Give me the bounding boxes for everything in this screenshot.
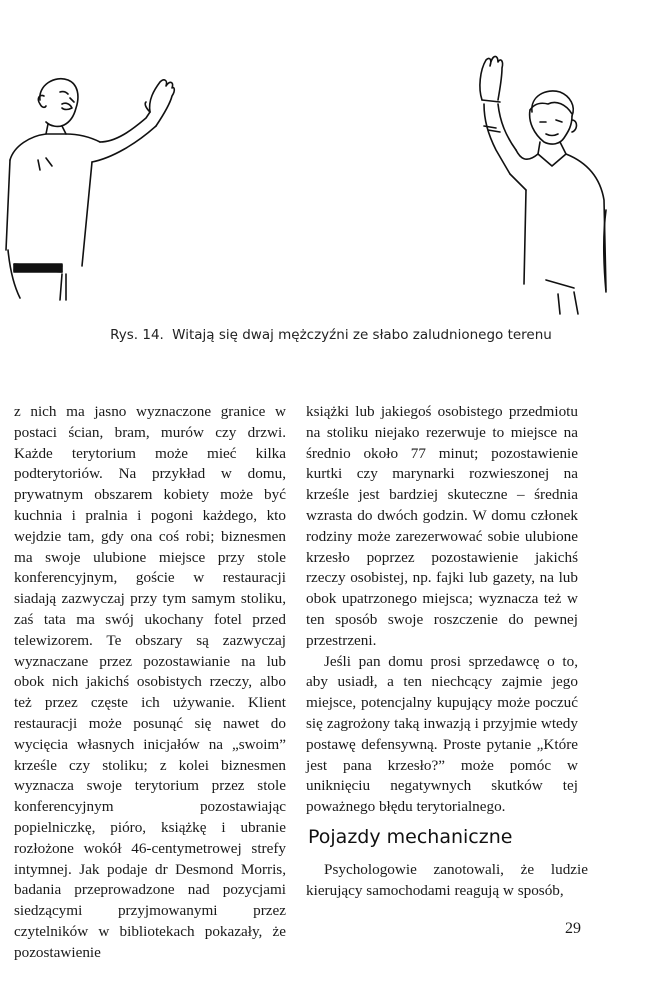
left-paragraph-1: z nich ma jasno wyznaczone granice w postaci ścian, bram, murów czy drzwi. Każde terytorium może mieć kilka podterytoriów. Na przykład w domu, prywatnym obszarem kobiety może być kuchnia i pralnia i pogoni każdego, kto wejdzie tam, gdy ona coś robi; biznesmen ma swoje ulubione miejsce przy stole konferencyjnym, goście w restauracji siadają zazwyczaj przy tym samym stoliku, zaś tata ma swój ukochany fotel przed telewizorem. Te obszary są zazwyczaj wyznaczane przez pozostawianie na lub obok nich jakichś osobistych rzeczy, albo też przez częste ich używanie. Klient restauracji może posunąć się nawet do wycięcia własnych inicjałów na „swoim” krześle czy stoliku; z kolei biznesmen wyznacza swoje terytorium przez stole konferencyjnym pozostawiając popielniczkę, pióro, książkę i ubranie rozłożone wokół 46-centymetrowej strefy intymnej. Jak podaje dr Desmond Morris, badania przeprowadzone nad pozycjami siedzącymi przyjmowanymi przez czytelników w bibliotekach pokazały, że pozostawienie	[14, 403, 286, 961]
illustration-two-men-waving	[0, 30, 662, 320]
section-heading: Pojazdy mechaniczne	[308, 826, 513, 848]
figure-label: Rys. 14.	[110, 327, 164, 343]
page-number: 29	[565, 920, 581, 937]
right-man-drawing	[480, 56, 606, 314]
right-paragraph-2: Jeśli pan domu prosi sprzedawcę o to, aby usiadł, a ten niechcący zajmie jego miejsce, potencjalny kupujący może poczuć się zagrożony taką inwazją i przyjmie wtedy postawę defensywną. Proste pytanie „Które jest pana krzesło?” może pomóc w uniknięciu negatywnych skutków tej poważnego błędu terytorialnego.	[306, 652, 578, 816]
right-paragraph-1: książki lub jakiegoś osobistego przedmiotu na stoliku niejako rezerwuje to miejsce na średnio około 77 minut; pozostawienie kurtki czy marynarki rozwieszonej na krześle jest bardziej skuteczne – średnia wzrasta do dwóch godzin. W domu członek rodziny może zarezerwować sobie ulubione krzesło poprzez pozostawienie jakichś rzeczy osobistej, np. fajki lub gazety, na lub obok upatrzonego miejsca; wyznacza też w ten sposób swoje roszczenie do pewnej przestrzeni.	[306, 403, 578, 649]
right-column	[306, 402, 578, 818]
left-man-drawing	[6, 79, 174, 300]
figure-caption	[0, 327, 662, 343]
section-paragraph: Psychologowie zanotowali, że ludzie kierujący samochodami reagują w sposób,	[306, 861, 588, 899]
left-column	[14, 402, 286, 964]
figure-caption-text: Witają się dwaj mężczyźni ze słabo zaludnionego terenu	[172, 327, 552, 343]
